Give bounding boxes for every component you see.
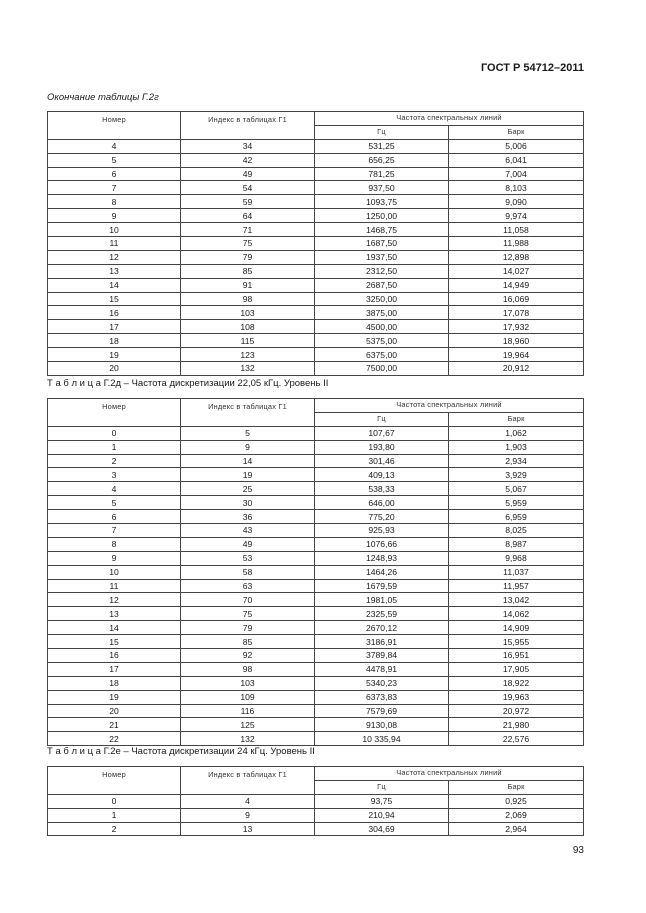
table-cell: 5 — [181, 426, 315, 440]
table-row — [48, 607, 584, 621]
table1 — [47, 111, 584, 376]
standard-code: ГОСТ Р 54712–2011 — [480, 62, 584, 74]
table-row — [48, 662, 584, 676]
table-row — [48, 537, 584, 551]
header-number: Номер — [48, 112, 181, 140]
table-row — [48, 551, 584, 565]
table-cell: 11,988 — [449, 237, 584, 251]
table-row — [48, 524, 584, 538]
table3-caption: Т а б л и ц а Г.2е – Частота дискретизации 24 кГц. Уровень II — [47, 746, 315, 757]
table-row — [48, 704, 584, 718]
table-cell: 17,078 — [449, 306, 584, 320]
header-frequency: Частота спектральных линий — [315, 112, 584, 126]
table-cell: 531,25 — [315, 139, 449, 153]
table-row — [48, 635, 584, 649]
table-cell: 2 — [48, 822, 181, 836]
table-cell: 18,922 — [449, 676, 584, 690]
table-cell: 3789,84 — [315, 649, 449, 663]
table-row — [48, 718, 584, 732]
table-cell: 4 — [48, 482, 181, 496]
table-cell: 7 — [48, 181, 181, 195]
table-cell: 1,903 — [449, 440, 584, 454]
table-cell: 1093,75 — [315, 195, 449, 209]
table-cell: 85 — [181, 264, 315, 278]
table-cell: 1 — [48, 808, 181, 822]
table-row — [48, 676, 584, 690]
header-index: Индекс в таблицах Г1 — [181, 399, 315, 427]
table-cell: 1076,66 — [315, 537, 449, 551]
table-cell: 1 — [48, 440, 181, 454]
table-cell: 14 — [48, 621, 181, 635]
table-cell: 8,103 — [449, 181, 584, 195]
table-row — [48, 320, 584, 334]
table-cell: 21,980 — [449, 718, 584, 732]
table-cell: 9 — [181, 808, 315, 822]
table-cell: 16 — [48, 306, 181, 320]
table-cell: 8 — [48, 537, 181, 551]
table-row — [48, 579, 584, 593]
table-row — [48, 362, 584, 376]
table-cell: 6,041 — [449, 153, 584, 167]
table-row — [48, 292, 584, 306]
table-row — [48, 426, 584, 440]
table-cell: 9 — [181, 440, 315, 454]
table-cell: 0 — [48, 794, 181, 808]
table-cell: 34 — [181, 139, 315, 153]
table-cell: 14 — [48, 278, 181, 292]
table-cell: 18 — [48, 334, 181, 348]
table-cell: 10 — [48, 565, 181, 579]
table-cell: 7579,69 — [315, 704, 449, 718]
page-number: 93 — [572, 845, 584, 856]
table-cell: 109 — [181, 690, 315, 704]
table-cell: 656,25 — [315, 153, 449, 167]
table-cell: 14,027 — [449, 264, 584, 278]
table-cell: 49 — [181, 537, 315, 551]
table-row — [48, 264, 584, 278]
table-cell: 14,949 — [449, 278, 584, 292]
table-cell: 15 — [48, 635, 181, 649]
header-frequency: Частота спектральных линий — [315, 399, 584, 413]
table-cell: 6 — [48, 510, 181, 524]
table-cell: 9 — [48, 551, 181, 565]
table-row — [48, 510, 584, 524]
table-cell: 13,042 — [449, 593, 584, 607]
table-cell: 13 — [48, 607, 181, 621]
table-cell: 98 — [181, 662, 315, 676]
table-row — [48, 223, 584, 237]
table-cell: 646,00 — [315, 496, 449, 510]
table-cell: 103 — [181, 306, 315, 320]
table-cell: 12,898 — [449, 250, 584, 264]
table-cell: 22,576 — [449, 732, 584, 746]
table-cell: 2 — [48, 454, 181, 468]
table-row — [48, 593, 584, 607]
table-cell: 5,959 — [449, 496, 584, 510]
table-row — [48, 565, 584, 579]
table-cell: 123 — [181, 348, 315, 362]
table-cell: 36 — [181, 510, 315, 524]
header-frequency: Частота спектральных линий — [315, 767, 584, 781]
table-cell: 4 — [48, 139, 181, 153]
table-cell: 6 — [48, 167, 181, 181]
table-row — [48, 195, 584, 209]
table-cell: 16,069 — [449, 292, 584, 306]
table-cell: 19 — [181, 468, 315, 482]
table-cell: 54 — [181, 181, 315, 195]
table-cell: 775,20 — [315, 510, 449, 524]
table-cell: 42 — [181, 153, 315, 167]
table2 — [47, 398, 584, 746]
table-cell: 193,80 — [315, 440, 449, 454]
table-cell: 2,934 — [449, 454, 584, 468]
table-row — [48, 468, 584, 482]
header-number: Номер — [48, 767, 181, 795]
table-cell: 1937,50 — [315, 250, 449, 264]
table-row — [48, 348, 584, 362]
table-cell: 11 — [48, 579, 181, 593]
table-cell: 0 — [48, 426, 181, 440]
header-number: Номер — [48, 399, 181, 427]
table-cell: 5,067 — [449, 482, 584, 496]
table-cell: 64 — [181, 209, 315, 223]
table-cell: 53 — [181, 551, 315, 565]
table-cell: 17 — [48, 662, 181, 676]
table-cell: 49 — [181, 167, 315, 181]
table-cell: 1981,05 — [315, 593, 449, 607]
table-cell: 4 — [181, 794, 315, 808]
table-cell: 9 — [48, 209, 181, 223]
table-cell: 5 — [48, 496, 181, 510]
table-cell: 18,960 — [449, 334, 584, 348]
table-cell: 19,963 — [449, 690, 584, 704]
table-cell: 3250,00 — [315, 292, 449, 306]
table-cell: 70 — [181, 593, 315, 607]
table-cell: 781,25 — [315, 167, 449, 181]
table-cell: 2687,50 — [315, 278, 449, 292]
table-cell: 9,968 — [449, 551, 584, 565]
table-cell: 1468,75 — [315, 223, 449, 237]
table-row — [48, 808, 584, 822]
table-cell: 8,987 — [449, 537, 584, 551]
table-cell: 937,50 — [315, 181, 449, 195]
table-cell: 79 — [181, 250, 315, 264]
header-index: Индекс в таблицах Г1 — [181, 767, 315, 795]
table-row — [48, 482, 584, 496]
table-cell: 19 — [48, 690, 181, 704]
table-cell: 16 — [48, 649, 181, 663]
table-cell: 11,957 — [449, 579, 584, 593]
table-cell: 116 — [181, 704, 315, 718]
table-cell: 59 — [181, 195, 315, 209]
table-cell: 3,929 — [449, 468, 584, 482]
table-cell: 7500,00 — [315, 362, 449, 376]
table-cell: 1250,00 — [315, 209, 449, 223]
table-row — [48, 649, 584, 663]
table-cell: 4478,91 — [315, 662, 449, 676]
table-cell: 15,955 — [449, 635, 584, 649]
table-cell: 1679,59 — [315, 579, 449, 593]
table-cell: 63 — [181, 579, 315, 593]
table-cell: 21 — [48, 718, 181, 732]
table-cell: 6375,00 — [315, 348, 449, 362]
table-cell: 925,93 — [315, 524, 449, 538]
table-cell: 14,062 — [449, 607, 584, 621]
table-cell: 132 — [181, 362, 315, 376]
table-cell: 75 — [181, 607, 315, 621]
table-row — [48, 153, 584, 167]
table-cell: 20,912 — [449, 362, 584, 376]
table-row — [48, 250, 584, 264]
table-cell: 210,94 — [315, 808, 449, 822]
header-hz: Гц — [315, 125, 449, 139]
table-cell: 12 — [48, 250, 181, 264]
table1-caption: Окончание таблицы Г.2г — [47, 92, 159, 103]
table-row — [48, 306, 584, 320]
table-cell: 30 — [181, 496, 315, 510]
table-cell: 13 — [48, 264, 181, 278]
table-cell: 9,090 — [449, 195, 584, 209]
table-cell: 2,964 — [449, 822, 584, 836]
table-cell: 115 — [181, 334, 315, 348]
table-cell: 10 335,94 — [315, 732, 449, 746]
table-cell: 71 — [181, 223, 315, 237]
header-index: Индекс в таблицах Г1 — [181, 112, 315, 140]
table-cell: 92 — [181, 649, 315, 663]
table-cell: 9130,08 — [315, 718, 449, 732]
table-cell: 8 — [48, 195, 181, 209]
table-cell: 2312,50 — [315, 264, 449, 278]
table-row — [48, 139, 584, 153]
table-cell: 19,964 — [449, 348, 584, 362]
table-cell: 7,004 — [449, 167, 584, 181]
table-cell: 22 — [48, 732, 181, 746]
table-cell: 0,925 — [449, 794, 584, 808]
table-cell: 20 — [48, 362, 181, 376]
table-cell: 11 — [48, 237, 181, 251]
table-row — [48, 794, 584, 808]
table-cell: 538,33 — [315, 482, 449, 496]
table-row — [48, 237, 584, 251]
table-row — [48, 732, 584, 746]
table-cell: 7 — [48, 524, 181, 538]
table-cell: 10 — [48, 223, 181, 237]
table-cell: 98 — [181, 292, 315, 306]
table-cell: 301,46 — [315, 454, 449, 468]
table-cell: 25 — [181, 482, 315, 496]
table-cell: 5375,00 — [315, 334, 449, 348]
table-cell: 20 — [48, 704, 181, 718]
table-cell: 5340,23 — [315, 676, 449, 690]
table-row — [48, 181, 584, 195]
table-cell: 107,67 — [315, 426, 449, 440]
table-row — [48, 440, 584, 454]
table-cell: 1,062 — [449, 426, 584, 440]
table-cell: 132 — [181, 732, 315, 746]
table-row — [48, 167, 584, 181]
table-row — [48, 278, 584, 292]
table-cell: 1464,26 — [315, 565, 449, 579]
table-cell: 8,025 — [449, 524, 584, 538]
table-cell: 19 — [48, 348, 181, 362]
table-cell: 13 — [181, 822, 315, 836]
table-cell: 14,909 — [449, 621, 584, 635]
header-hz: Гц — [315, 780, 449, 794]
table-cell: 9,974 — [449, 209, 584, 223]
table-cell: 1687,50 — [315, 237, 449, 251]
table-row — [48, 209, 584, 223]
table-cell: 125 — [181, 718, 315, 732]
table-cell: 108 — [181, 320, 315, 334]
table-cell: 4500,00 — [315, 320, 449, 334]
header-bark: Барк — [449, 412, 584, 426]
table-cell: 91 — [181, 278, 315, 292]
table2-caption: Т а б л и ц а Г.2д – Частота дискретизации 22,05 кГц. Уровень II — [47, 378, 329, 389]
table-cell: 103 — [181, 676, 315, 690]
table-cell: 3186,91 — [315, 635, 449, 649]
table-cell: 15 — [48, 292, 181, 306]
table-cell: 17 — [48, 320, 181, 334]
table-cell: 3875,00 — [315, 306, 449, 320]
table-cell: 16,951 — [449, 649, 584, 663]
table3 — [47, 766, 584, 836]
table-row — [48, 822, 584, 836]
table-cell: 43 — [181, 524, 315, 538]
table-cell: 5 — [48, 153, 181, 167]
table-cell: 409,13 — [315, 468, 449, 482]
table-cell: 11,058 — [449, 223, 584, 237]
table-cell: 3 — [48, 468, 181, 482]
table-cell: 14 — [181, 454, 315, 468]
table-cell: 93,75 — [315, 794, 449, 808]
table-cell: 20,972 — [449, 704, 584, 718]
table-cell: 17,905 — [449, 662, 584, 676]
table-cell: 2325,59 — [315, 607, 449, 621]
table-cell: 75 — [181, 237, 315, 251]
table-row — [48, 690, 584, 704]
table-cell: 6373,83 — [315, 690, 449, 704]
table-cell: 18 — [48, 676, 181, 690]
table-cell: 6,959 — [449, 510, 584, 524]
table-row — [48, 454, 584, 468]
table-cell: 2670,12 — [315, 621, 449, 635]
table-cell: 79 — [181, 621, 315, 635]
table-cell: 85 — [181, 635, 315, 649]
table-row — [48, 334, 584, 348]
table-cell: 58 — [181, 565, 315, 579]
table-row — [48, 621, 584, 635]
table-cell: 2,069 — [449, 808, 584, 822]
table-cell: 11,037 — [449, 565, 584, 579]
header-hz: Гц — [315, 412, 449, 426]
table-cell: 304,69 — [315, 822, 449, 836]
header-bark: Барк — [449, 780, 584, 794]
table-cell: 17,932 — [449, 320, 584, 334]
table-cell: 1248,93 — [315, 551, 449, 565]
table-row — [48, 496, 584, 510]
header-bark: Барк — [449, 125, 584, 139]
table-cell: 12 — [48, 593, 181, 607]
table-cell: 5,006 — [449, 139, 584, 153]
